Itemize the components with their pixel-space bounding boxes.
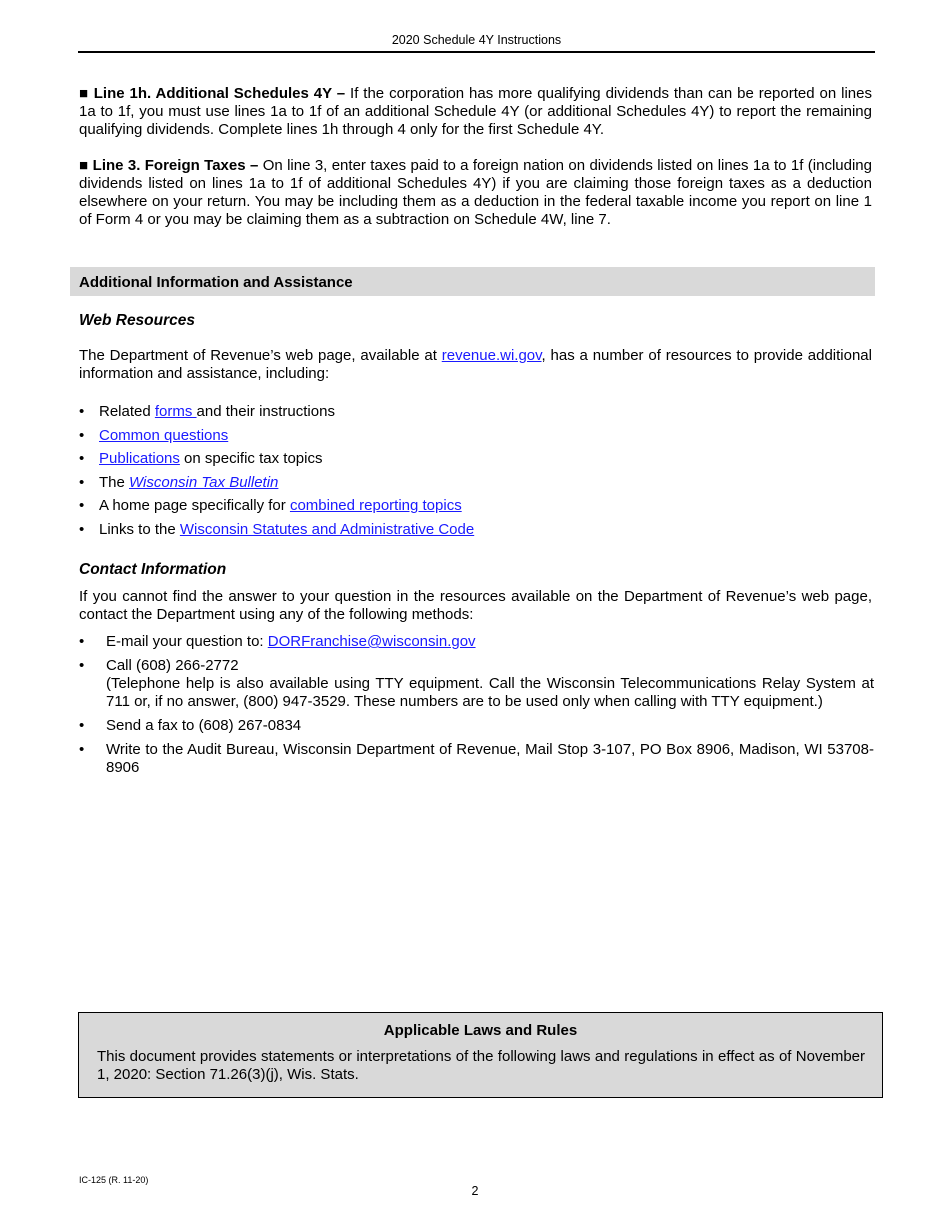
list-item [79, 450, 874, 474]
web-resources-heading: Web Resources [79, 312, 196, 329]
contact-information-heading: Contact Information [79, 561, 227, 578]
line-3-paragraph [79, 157, 872, 229]
list-item [79, 427, 874, 451]
phone-number: • Call (608) 266-2772 [106, 657, 239, 674]
list-item-call [79, 657, 874, 711]
revenue-website-link[interactable]: revenue.wi.gov [441, 347, 542, 364]
forms-link[interactable]: forms [154, 403, 197, 420]
line-3-label: ■ Line 3. Foreign Taxes – [79, 157, 259, 174]
list-item-email [79, 633, 874, 651]
page-header: 2020 Schedule 4Y Instructions [78, 33, 875, 53]
line-1h-label: ■ Line 1h. Additional Schedules 4Y – [79, 85, 346, 102]
statutes-code-link[interactable]: Wisconsin Statutes and Administrative Code [179, 520, 475, 538]
web-intro-text-before: The Department of Revenue’s web page, available at [79, 347, 442, 364]
list-item-text: The [99, 473, 130, 491]
email-prefix: E-mail your question to: [106, 633, 268, 650]
list-item [79, 497, 874, 521]
line-1h-text: If the corporation has more qualifying dividends than can be reported on lines 1a to 1f, you must use lines 1a to 1f of an additional Schedule 4Y (or additional Schedules 4Y) to report the remaining qualifying dividends. Complete lines 1h through 4 only for the first Schedule 4Y. [79, 85, 872, 138]
list-item-text: Related [99, 403, 155, 420]
list-item-fax: • Send a fax to (608) 267-0834 [79, 717, 874, 735]
list-item-text: and their instructions [196, 403, 335, 420]
web-intro-text-after: , has a number of resources to provide additional information and assistance, including: [79, 347, 872, 382]
form-identifier: IC-125 (R. 11-20) [79, 1175, 149, 1185]
email-link[interactable]: DORFranchise@wisconsin.gov [267, 633, 476, 650]
page-number: 2 [471, 1184, 479, 1198]
web-resources-intro [79, 347, 872, 383]
publications-link[interactable]: Publications [99, 450, 180, 468]
applicable-laws-body: This document provides statements or interpretations of the following laws and regulations in effect as of November 1, 2020: Section 71.26(3)(j), Wis. Stats. [97, 1048, 865, 1083]
contact-methods-list [79, 633, 874, 777]
section-header-bar [70, 267, 875, 296]
list-item-text: A home page specifically for [99, 497, 290, 515]
list-item-text: on specific tax topics [179, 450, 323, 468]
list-item [79, 403, 874, 427]
line-3-text: On line 3, enter taxes paid to a foreign nation on dividends listed on lines 1a to 1f (including dividends listed on lines 1a to 1f of additional Schedules 4Y) if you are claiming those foreign taxes as a deduction elsewhere on your return. You may be including them as a deduction in the federal taxable income you report on line 1 of Form 4 or you may be claiming them as a subtraction on Schedule 4W, line 7. [79, 157, 872, 228]
wisconsin-tax-bulletin-link[interactable]: Wisconsin Tax Bulletin [129, 473, 279, 491]
list-item-text: Links to the [99, 520, 180, 538]
list-item [79, 521, 874, 545]
list-item-mail: • Write to the Audit Bureau, Wisconsin Department of Revenue, Mail Stop 3-107, PO Box 8906, Madison, WI 53708-8906 [79, 741, 874, 777]
common-questions-link[interactable]: Common questions [99, 426, 229, 444]
applicable-laws-box [78, 1012, 883, 1098]
applicable-laws-title: Applicable Laws and Rules [383, 1022, 578, 1039]
list-item [79, 474, 874, 498]
web-resources-list [79, 403, 874, 545]
tty-note: (Telephone help is also available using TTY equipment. Call the Wisconsin Telecommunications Relay System at 711 or, if no answer, (800) 947-3529. These numbers are to be used only when calling with TTY equipment.) [106, 675, 874, 710]
combined-reporting-link[interactable]: combined reporting topics [289, 497, 462, 515]
section-title: Additional Information and Assistance [79, 274, 353, 291]
line-1h-paragraph [79, 85, 872, 139]
contact-intro: If you cannot find the answer to your question in the resources available on the Department of Revenue’s web page, contact the Department using any of the following methods: [79, 588, 872, 623]
